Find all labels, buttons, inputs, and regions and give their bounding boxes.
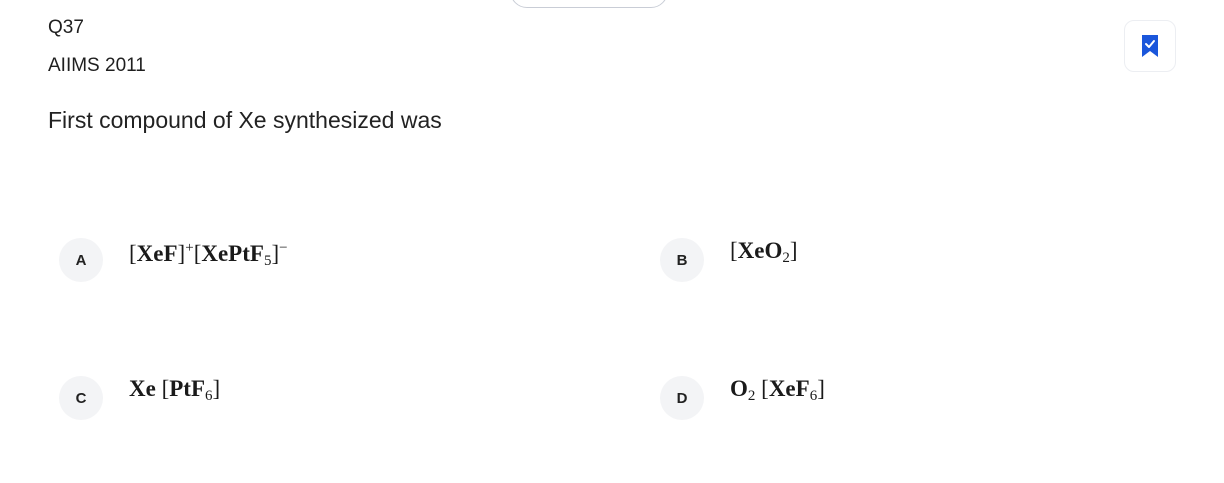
option-formula: $O_2$ [XeF$_6$] [730, 375, 825, 404]
option-label: A [59, 238, 103, 282]
exam-tag: AIIMS 2011 [48, 55, 146, 76]
option-label: B [660, 238, 704, 282]
question-number: Q37 [48, 17, 84, 38]
question-text: First compound of Xe synthesized was [48, 107, 442, 133]
option-d[interactable] [660, 376, 825, 420]
option-formula: [XeO$_2$] [730, 237, 798, 266]
option-a[interactable] [59, 238, 288, 282]
option-b[interactable] [660, 238, 798, 282]
option-c[interactable] [59, 376, 220, 420]
option-label: C [59, 376, 103, 420]
top-tab-pill[interactable] [510, 0, 668, 8]
option-label: D [660, 376, 704, 420]
option-formula: [XeF]+[XePtF$_5$]− [129, 239, 288, 269]
bookmark-check-icon [1141, 34, 1159, 58]
bookmark-button[interactable] [1124, 20, 1176, 72]
option-formula: Xe [PtF$_6$] [129, 375, 221, 404]
